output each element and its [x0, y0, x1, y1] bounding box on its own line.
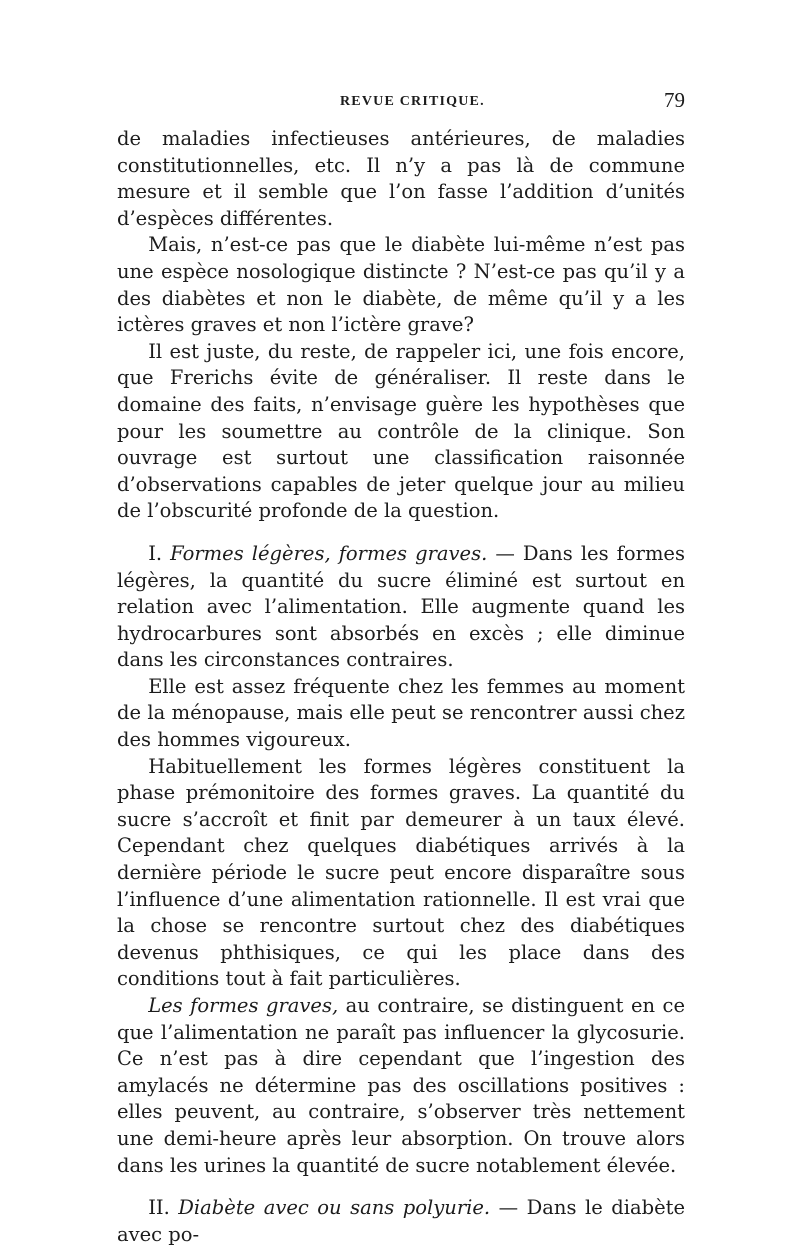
running-title: REVUE CRITIQUE.	[340, 94, 485, 109]
paragraph-text: — Dans les formes légères, la quantité du sucre éliminé est surtout en relation avec l’alimentation. Elle augmente quand les hydrocarbures sont absorbés en excès ; elle diminue dans les circonstances contraires.	[117, 541, 685, 672]
paragraph-text: Mais, n’est-ce pas que le diabète lui-même n’est pas une espèce nosologique distincte ? N’est-ce pas qu’il y a des diabètes et non le diabète, de même qu’il y a les ictères graves et non l’ictère grave?	[117, 233, 685, 337]
subsection-heading: Les formes graves,	[148, 994, 339, 1017]
section-formes-legeres-graves	[117, 541, 685, 674]
section-heading: Diabète avec ou sans polyurie.	[178, 1196, 491, 1220]
paragraph-text: Il est juste, du reste, de rappeler ici, une fois encore, que Frerichs évite de généraliser. Il reste dans le domaine des faits, n’envisage guère les hypothèses que pour les soumettre au contrôle de la clinique. Son ouvrage est surtout une classification raisonnée d’observations capables de jeter quelque jour au milieu de l’obscurité profonde de la question.	[117, 339, 685, 523]
paragraph-text: de maladies infectieuses antérieures, de maladies constitutionnelles, etc. Il n’y a pas là de commune mesure et il semble que l’on fasse l’addition d’unités d’espèces différentes.	[117, 127, 685, 230]
section-heading: Formes légères, formes graves.	[170, 541, 488, 565]
paragraph-continuation	[117, 126, 685, 232]
paragraph-text: — Dans le diabète avec po-	[117, 1196, 685, 1246]
paragraph-frerichs	[117, 339, 685, 525]
paragraph-formes-graves	[117, 993, 685, 1179]
paragraph-text: au contraire, se distinguent en ce que l’alimentation ne paraît pas influencer la glycosurie. Ce n’est pas à dire cependant que l’ingestion des amylacés ne détermine pas des oscillations positives : elles peuvent, au contraire, s’observer très nettement une demi-heure après leur absorption. On trouve alors dans les urines la quantité de sucre notablement élevée.	[117, 994, 685, 1177]
body-text	[117, 126, 685, 1248]
section-number: I.	[148, 541, 171, 565]
paragraph-text: Elle est assez fréquente chez les femmes au moment de la ménopause, mais elle peut se rencontrer aussi chez des hommes vigoureux.	[117, 674, 685, 752]
paragraph-phase-premonitoire	[117, 754, 685, 993]
section-polyurie	[117, 1195, 685, 1248]
section-number: II.	[148, 1196, 179, 1220]
paragraph-diabete-espece	[117, 232, 685, 338]
page-number: 79	[664, 88, 685, 112]
paragraph-text: Habituellement les formes légères constituent la phase prémonitoire des formes graves. La quantité du sucre s’accroît et finit par demeurer à un taux élevé. Cependant chez quelques diabétiques arrivés à la dernière période le sucre peut encore disparaître sous l’influence d’une alimentation rationnelle. Il est vrai que la chose se rencontre surtout chez des diabétiques devenus phthisiques, ce qui les place dans des conditions tout à fait particulières.	[117, 754, 685, 991]
paragraph-menopause	[117, 674, 685, 754]
